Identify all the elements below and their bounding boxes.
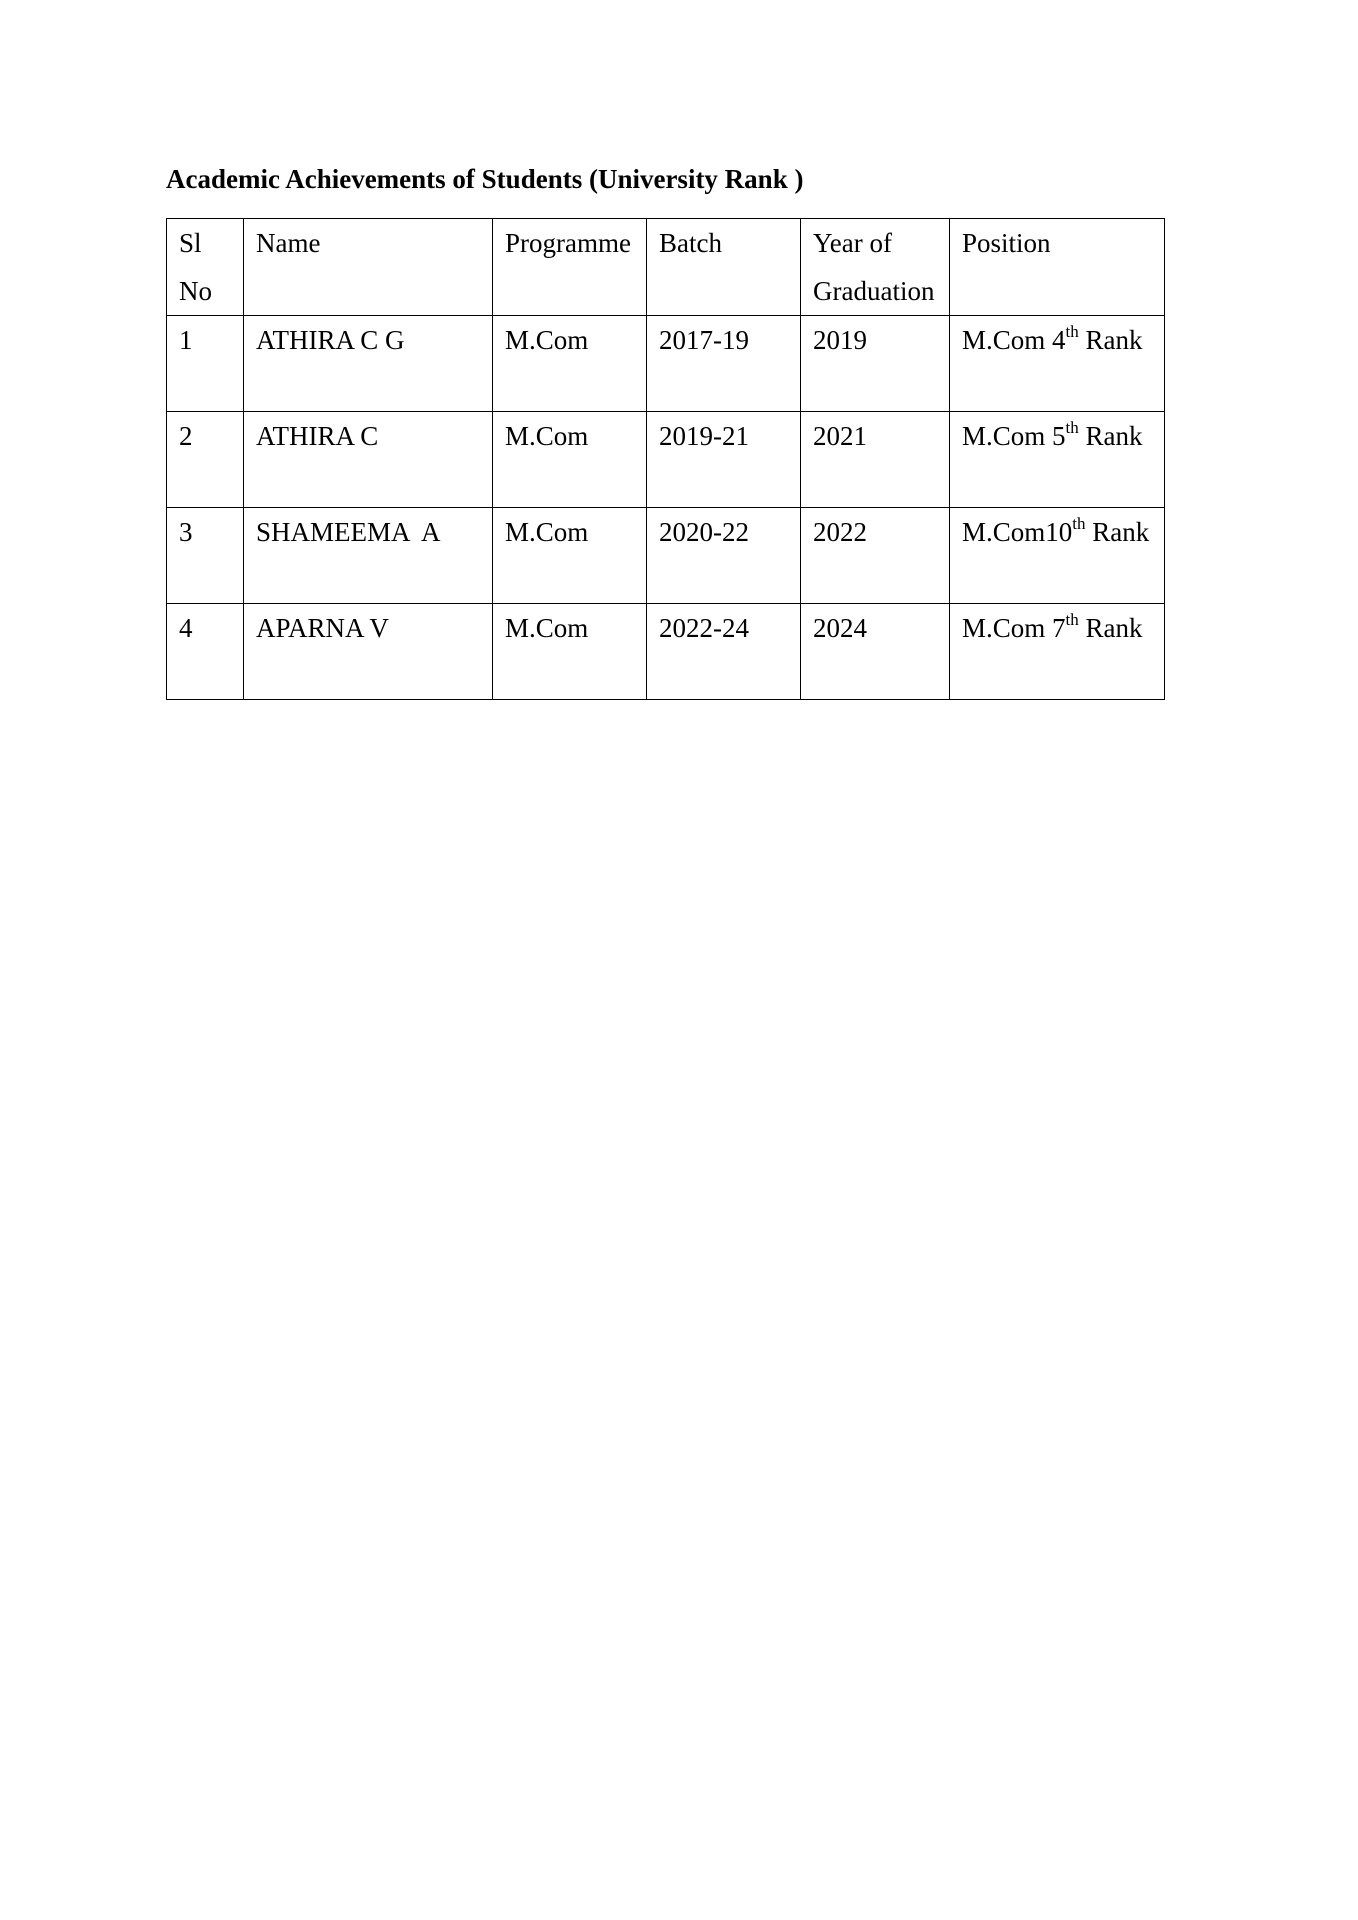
cell-sl-no: 4 [167,604,244,700]
table-row [167,316,1165,412]
header-sl-no [167,219,244,316]
position-ordinal-suffix: th [1072,514,1086,533]
position-text: M.Com 4 [962,325,1066,355]
cell-position [950,604,1165,700]
cell-position [950,316,1165,412]
position-rank-word: Rank [1078,325,1143,355]
cell-sl-no: 1 [167,316,244,412]
header-name: Name [244,219,493,316]
table-row [167,412,1165,508]
cell-year: 2022 [801,508,950,604]
position-ordinal-suffix: th [1065,610,1079,629]
position-ordinal-suffix: th [1065,418,1079,437]
cell-programme: M.Com [493,412,647,508]
table-body [167,316,1165,700]
cell-programme: M.Com [493,604,647,700]
position-rank-word: Rank [1085,517,1150,547]
cell-year: 2021 [801,412,950,508]
cell-batch: 2022-24 [647,604,801,700]
cell-name: ATHIRA C G [244,316,493,412]
header-batch: Batch [647,219,801,316]
position-text: M.Com 7 [962,613,1066,643]
header-row [167,219,1165,316]
header-position: Position [950,219,1165,316]
header-year-of-graduation [801,219,950,316]
cell-batch: 2017-19 [647,316,801,412]
cell-year: 2024 [801,604,950,700]
cell-programme: M.Com [493,316,647,412]
position-rank-word: Rank [1078,613,1143,643]
position-text: M.Com10 [962,517,1073,547]
university-rank-table [166,218,1165,700]
cell-position [950,508,1165,604]
cell-name: APARNA V [244,604,493,700]
table-row [167,604,1165,700]
cell-batch: 2019-21 [647,412,801,508]
position-rank-word: Rank [1078,421,1143,451]
header-year-line2: Graduation [813,276,935,306]
header-sl-line2: No [179,276,212,306]
cell-batch: 2020-22 [647,508,801,604]
cell-sl-no: 3 [167,508,244,604]
cell-sl-no: 2 [167,412,244,508]
cell-name: ATHIRA C [244,412,493,508]
header-sl-line1: Sl [179,228,202,258]
header-year-line1: Year of [813,228,892,258]
cell-year: 2019 [801,316,950,412]
position-ordinal-suffix: th [1065,322,1079,341]
cell-programme: M.Com [493,508,647,604]
page-title: Academic Achievements of Students (University Rank ) [166,164,804,194]
cell-position [950,412,1165,508]
table-row [167,508,1165,604]
table-header [167,219,1165,316]
position-text: M.Com 5 [962,421,1066,451]
cell-name: SHAMEEMA A [244,508,493,604]
header-programme: Programme [493,219,647,316]
